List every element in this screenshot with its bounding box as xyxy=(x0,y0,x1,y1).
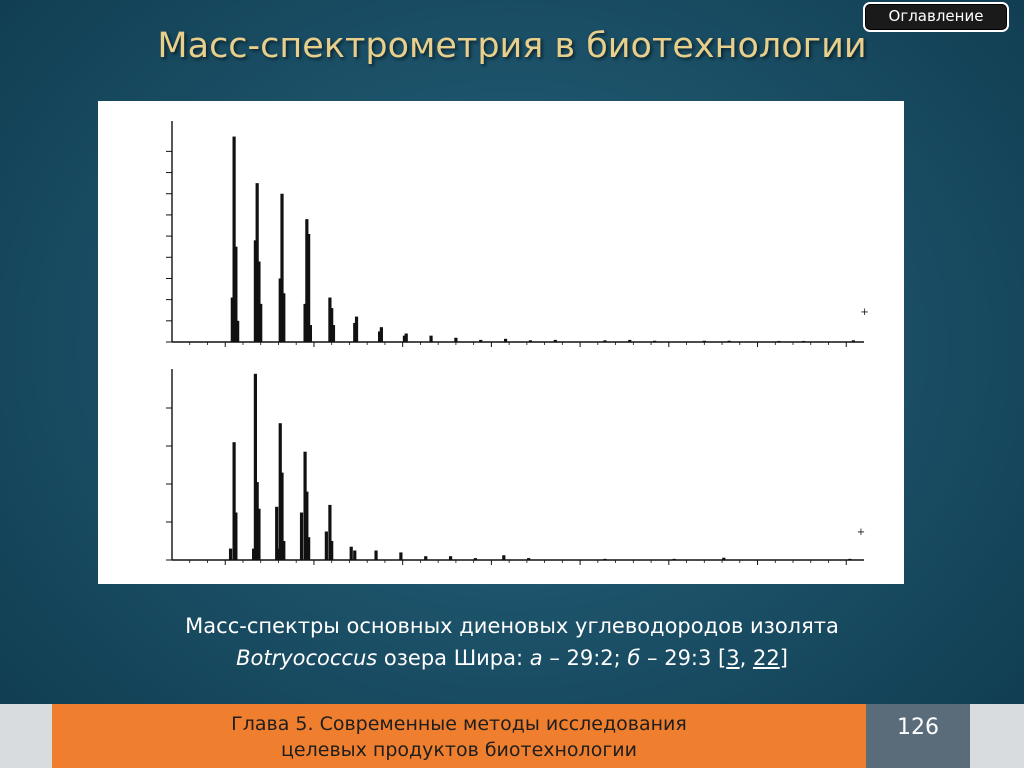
panel-a-peak xyxy=(504,339,507,342)
mass-spectra-figure xyxy=(98,101,904,584)
panel-b-peak xyxy=(234,513,237,561)
panel-b-peak xyxy=(673,559,676,560)
panel-b-peak xyxy=(449,556,452,560)
caption-b-value: – 29:3 [ xyxy=(640,646,727,670)
page-number: 126 xyxy=(866,704,970,768)
panel-a-peak xyxy=(309,325,312,342)
panel-b-peak xyxy=(502,555,505,560)
caption-line-1: Масс-спектры основных диеновых углеводородов изолята xyxy=(185,614,839,638)
panel-a-peak xyxy=(479,340,482,342)
panel-a-peak xyxy=(332,325,335,342)
panel-a-peak xyxy=(777,341,780,342)
caption-close: ] xyxy=(779,646,788,670)
chapter-line-1: Глава 5. Современные методы исследования xyxy=(231,713,687,735)
caption-separator: , xyxy=(739,646,753,670)
panel-a-peak xyxy=(802,341,805,342)
panel-a-peak xyxy=(852,340,855,342)
slide-title: Масс-спектрометрия в биотехнологии xyxy=(157,26,867,66)
panel-b-peak xyxy=(424,556,427,560)
panel-b-peak xyxy=(350,547,353,560)
reference-link-2[interactable]: 22 xyxy=(752,646,780,670)
chapter-title xyxy=(52,704,866,768)
panel-b-peak xyxy=(330,541,333,560)
caption-lake: озера Шира: xyxy=(377,646,530,670)
panel-a-peak xyxy=(405,334,408,342)
panel-a-peak xyxy=(429,336,432,342)
panel-a-peak xyxy=(236,321,239,342)
panel-a-peak xyxy=(728,341,731,342)
panel-a-molecular-ion-plus: + xyxy=(860,307,869,318)
panel-b-peak xyxy=(848,559,851,560)
panel-a-peak xyxy=(603,340,606,342)
panel-a-peak xyxy=(703,341,706,342)
panel-b-peak xyxy=(282,541,285,560)
reference-link-1[interactable]: 3 xyxy=(726,646,740,670)
panel-b-peak xyxy=(399,552,402,560)
caption-line-2 xyxy=(100,642,924,674)
panel-b-peak xyxy=(353,551,356,561)
panel-a-peak xyxy=(529,340,532,342)
panel-b-peak xyxy=(257,509,260,560)
panel-a-peak xyxy=(355,317,358,342)
panel-b-peak xyxy=(374,551,377,561)
panel-a-peak xyxy=(282,293,285,342)
panel-b-peak xyxy=(603,559,606,560)
panel-b-molecular-ion-plus: + xyxy=(856,527,866,538)
panel-b-peak xyxy=(300,513,303,561)
panel-a-peak xyxy=(554,340,557,342)
panel-a-peak xyxy=(259,304,262,342)
panel-b-peak xyxy=(527,558,530,560)
panel-a-peak xyxy=(653,341,656,342)
mass-spectra-svg xyxy=(98,101,904,584)
panel-a-peak xyxy=(454,338,457,342)
chapter-line-2: целевых продуктов биотехнологии xyxy=(280,739,638,761)
panel-b-peak xyxy=(325,532,328,561)
panel-b-peak xyxy=(229,549,232,560)
panel-a-peak xyxy=(231,298,234,342)
caption-b-letter: б xyxy=(627,646,641,670)
panel-b-peak xyxy=(307,537,310,560)
panel-b-peak xyxy=(474,558,477,560)
toc-button[interactable]: Оглавление xyxy=(863,2,1009,32)
panel-a-peak xyxy=(380,327,383,342)
caption-genus: Botryococcus xyxy=(236,646,378,670)
panel-b-peak xyxy=(722,558,725,560)
figure-caption xyxy=(100,610,924,674)
panel-a-peak xyxy=(628,340,631,342)
caption-a-value: – 29:2; xyxy=(542,646,628,670)
caption-a-letter: а xyxy=(529,646,543,670)
